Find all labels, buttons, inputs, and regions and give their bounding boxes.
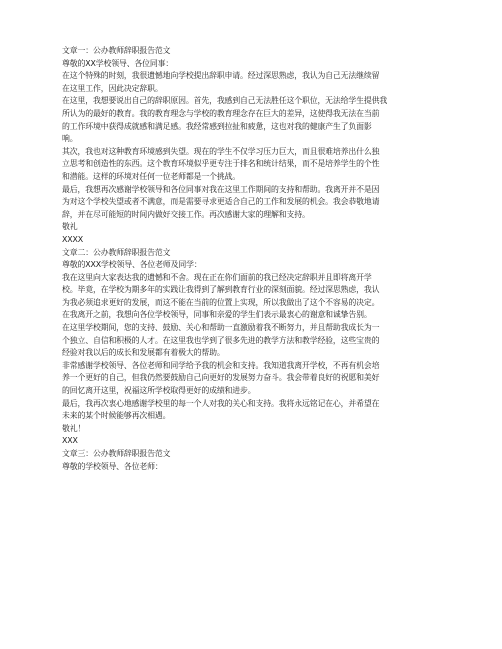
paragraph-line: 最后，我想再次感谢学校领导和各位同事对我在这里工作期间的支持和帮助。我离开并不是因 [62, 184, 380, 194]
article-2-salutation: 尊敬的XXX学校领导、各位老师及同学： [62, 260, 202, 270]
paragraph-line: 为我必须追求更好的发展，而这不能在当前的位置上实现，所以我做出了这个不容易的决定。 [62, 297, 380, 307]
paragraph-line: 校。毕竟，在学校为期多年的实践让我得到了解到教育行业的深刻面貌。经过深思熟虑，我认 [62, 285, 380, 295]
paragraph-line: 辞，并在尽可能短的时间内做好交接工作。再次感谢大家的理解和支持。 [62, 209, 310, 219]
paragraph-line: 和潜能。这样的环境对任何一位老师都是一个挑战。 [62, 171, 241, 181]
article-2-title: 文章二：公办教师辞职报告范文 [62, 247, 171, 257]
article-3-title: 文章三：公办教师辞职报告范文 [62, 449, 171, 458]
article-3-salutation: 尊敬的学校领导、各位老师： [62, 461, 163, 471]
paragraph-line: 在这里学校期间，您的支持、鼓励、关心和帮助一直激励着我不断努力，并且帮助我成长为一 [62, 323, 380, 333]
paragraph-line: 我在这里向大家表达我的遗憾和不舍。现在正在你们面前的我已经决定辞职并且即将离开学 [62, 272, 372, 282]
paragraph-line: 在这里工作，因此决定辞职。 [62, 83, 163, 93]
paragraph-line: 非常感谢学校领导、各位老师和同学给予我的机会和支持。我知道我离开学校，不再有机会培 [62, 360, 380, 370]
paragraph-line: 为对这个学校失望或者不满意，而是需要寻求更适合自己的工作和发展的机会。我会恭敬地请 [62, 197, 380, 207]
paragraph-line: 立思考和创造性的东西。这个教育环境似乎更专注于排名和统计结果，而不是培养学生的个性 [62, 159, 380, 169]
paragraph-line: 其次，我也对这种教育环境感到失望。现在的学生不仅学习压力巨大，而且很难培养出什么独 [62, 146, 380, 156]
paragraph-line: 个独立、自信和积极的人才。在这里我也学到了很多先进的教学方法和教学经验，这些宝贵的 [62, 335, 380, 345]
signature: XXX [62, 436, 78, 446]
paragraph-line: 在这里，我想要说出自己的辞职原因。首先，我感到自己无法胜任这个职位，无法给学生提供我 [62, 96, 388, 106]
paragraph-line: 在这个特殊的时刻，我很遗憾地向学校提出辞职申请。经过深思熟虑，我认为自己无法继续留 [62, 71, 380, 81]
paragraph-line: 响。 [62, 134, 78, 144]
article-1-salutation: 尊敬的XX学校领导、各位同事： [62, 58, 174, 68]
closing-regards: 敬礼 [62, 222, 78, 232]
paragraph-line: 经验对我以后的成长和发展都有着极大的帮助。 [62, 348, 225, 358]
paragraph-line: 的回忆离开这里，祝福这所学校取得更好的成绩和进步。 [62, 386, 256, 396]
paragraph-line: 未来的某个时候能够再次相遇。 [62, 411, 171, 421]
paragraph-line: 养一个更好的自己，但我仍然要鼓励自己向更好的发展努力奋斗。我会带着良好的祝愿和美好 [62, 373, 380, 383]
signature: XXXX [62, 234, 84, 244]
closing-regards: 敬礼！ [62, 423, 86, 433]
article-1-title: 文章一：公办教师辞职报告范文 [62, 46, 171, 55]
paragraph-line: 的工作环境中获得成就感和满足感。我经常感到拉扯和疲惫，这也对我的健康产生了负面影 [62, 121, 372, 131]
paragraph-line: 在我离开之前，我想向各位学校领导，同事和亲爱的学生们表示最衷心的谢意和诚挚告别。 [62, 310, 372, 320]
paragraph-line: 所认为的最好的教育。我的教育理念与学校的教育理念存在巨大的差异，这使得我无法在当前 [62, 108, 380, 118]
paragraph-line: 最后，我再次衷心地感谢学校里的每一个人对我的关心和支持。我将永远铭记在心，并希望在 [62, 398, 380, 408]
